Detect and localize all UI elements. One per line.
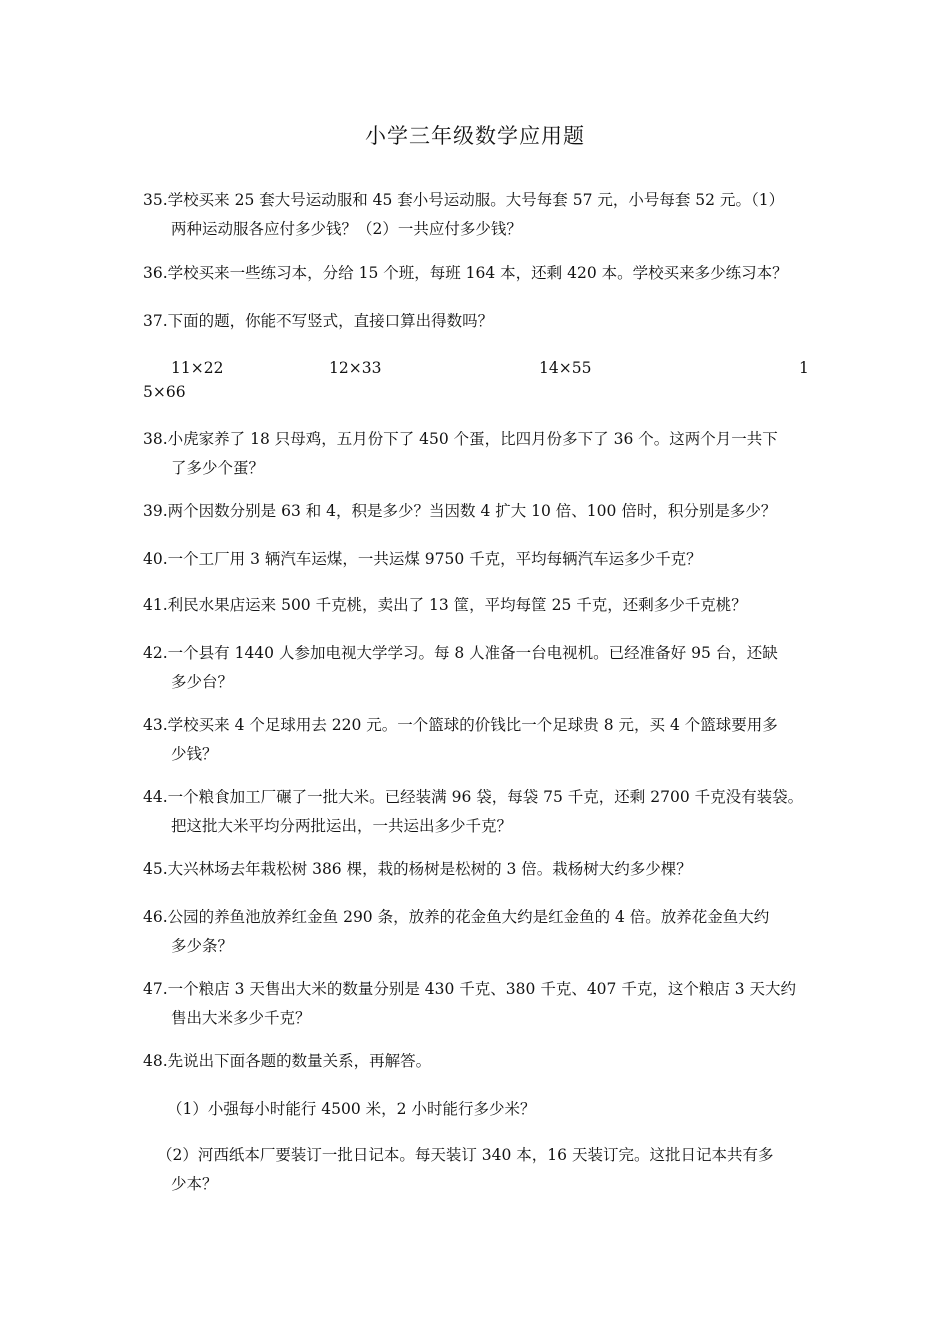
- question-39: [143, 497, 811, 526]
- question-38: [143, 425, 811, 483]
- question-36: [143, 259, 811, 288]
- question-line: 46.公园的养鱼池放养红金鱼 290 条，放养的花金鱼大约是红金鱼的 4 倍。放养花金鱼大约: [143, 908, 770, 926]
- subquestion-2: [157, 1141, 811, 1199]
- question-41: [143, 591, 811, 620]
- question-line: 48.先说出下面各题的数量关系，再解答。: [143, 1052, 432, 1070]
- page-title: 小学三年级数学应用题: [365, 124, 585, 148]
- subquestion-1: [167, 1095, 811, 1124]
- question-line: 35.学校买来 25 套大号运动服和 45 套小号运动服。大号每套 57 元，小号每套 52 元。（1）: [143, 191, 785, 209]
- expression: 12×33: [329, 359, 382, 377]
- question-37: [143, 307, 811, 336]
- question-line-continued: 了多少个蛋？: [171, 459, 265, 477]
- question-line: 37.下面的题，你能不写竖式，直接口算出得数吗？: [143, 312, 494, 330]
- question-43: [143, 711, 811, 769]
- expression-fragment: 1: [799, 359, 809, 377]
- question-line: 45.大兴林场去年栽松树 386 棵，栽的杨树是松树的 3 倍。栽杨树大约多少棵？: [143, 860, 692, 878]
- subquestion-line: （1）小强每小时能行 4500 米，2 小时能行多少米？: [167, 1100, 536, 1118]
- expression: 14×55: [539, 359, 592, 377]
- question-line: 42.一个县有 1440 人参加电视大学学习。每 8 人准备一台电视机。已经准备好 95 台，还缺: [143, 644, 778, 662]
- question-46: [143, 903, 811, 961]
- question-48: [143, 1047, 811, 1076]
- expression: 11×22: [171, 359, 224, 377]
- question-line: 40.一个工厂用 3 辆汽车运煤，一共运煤 9750 千克，平均每辆汽车运多少千克？: [143, 550, 702, 568]
- question-line: 41.利民水果店运来 500 千克桃，卖出了 13 筐，平均每筐 25 千克，还剩多少千克桃？: [143, 596, 747, 614]
- question-35: [143, 186, 811, 244]
- question-47: [143, 975, 811, 1033]
- question-line-continued: 多少台？: [171, 673, 234, 691]
- question-40: [143, 545, 811, 574]
- question-line: 44.一个粮食加工厂碾了一批大米。已经装满 96 袋，每袋 75 千克，还剩 2700 千克没有装袋。: [143, 788, 804, 806]
- question-line-continued: 把这批大米平均分两批运出，一共运出多少千克？: [171, 817, 513, 835]
- question-45: [143, 855, 811, 884]
- expression-wrapped: 5×66: [143, 383, 186, 401]
- subquestion-line: （2）河西纸本厂要装订一批日记本。每天装订 340 本，16 天装订完。这批日记本共有多: [157, 1146, 774, 1164]
- question-line-continued: 少钱？: [171, 745, 218, 763]
- question-line-continued: 售出大米多少千克？: [171, 1009, 311, 1027]
- question-42: [143, 639, 811, 697]
- question-line: 39.两个因数分别是 63 和 4，积是多少？当因数 4 扩大 10 倍、100 倍时，积分别是多少？: [143, 502, 777, 520]
- question-line-continued: 多少条？: [171, 937, 234, 955]
- question-line: 36.学校买来一些练习本，分给 15 个班，每班 164 本，还剩 420 本。学校买来多少练习本？: [143, 264, 788, 282]
- question-line: 47.一个粮店 3 天售出大米的数量分别是 430 千克、380 千克、407 千克，这个粮店 3 天大约: [143, 980, 797, 998]
- question-44: [143, 783, 811, 841]
- question-line: 43.学校买来 4 个足球用去 220 元。一个篮球的价钱比一个足球贵 8 元，买 4 个篮球要用多: [143, 716, 778, 734]
- subquestion-line-continued: 少本？: [171, 1175, 218, 1193]
- question-line: 38.小虎家养了 18 只母鸡，五月份下了 450 个蛋，比四月份多下了 36 个。这两个月一共下: [143, 430, 778, 448]
- question-line-continued: 两种运动服各应付多少钱？（2）一共应付多少钱？: [171, 220, 522, 238]
